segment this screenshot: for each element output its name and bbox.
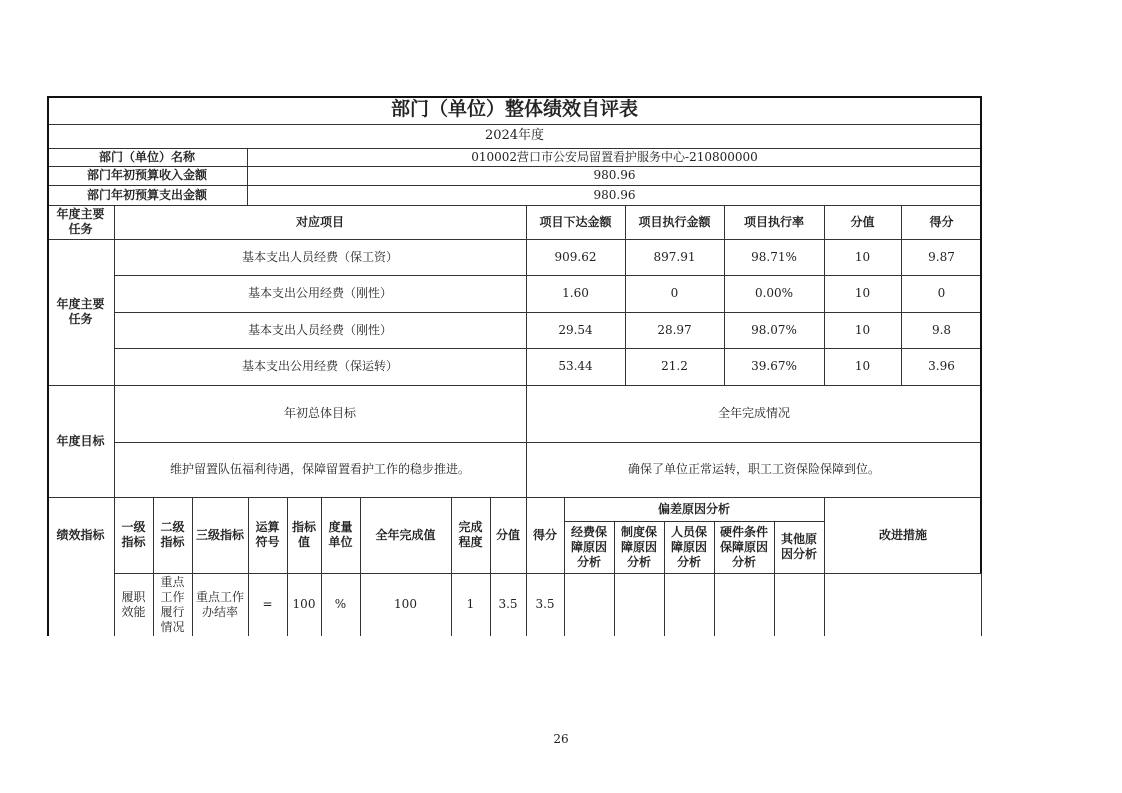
column-divider xyxy=(526,205,527,385)
indicator-score-header: 得分 xyxy=(532,527,557,542)
task-rate: 98.07% xyxy=(751,322,797,337)
column-divider xyxy=(526,497,527,636)
column-divider xyxy=(192,497,193,636)
row-divider xyxy=(47,185,982,186)
column-divider xyxy=(287,497,288,636)
score-value-header: 分值 xyxy=(850,214,875,229)
task-score-value: 10 xyxy=(854,286,871,300)
row-divider xyxy=(47,497,982,498)
indicator-score-value: 3.5 xyxy=(498,597,518,611)
row-divider xyxy=(47,239,982,240)
year-label: 2024年度 xyxy=(484,127,545,143)
task-row-label: 年度主要任务 xyxy=(56,297,105,326)
column-divider xyxy=(664,521,665,636)
performance-table xyxy=(47,96,982,636)
initial-goal-text: 维护留置队伍福利待遇，保障留置看护工作的稳步推进。 xyxy=(169,462,470,476)
task-score: 9.87 xyxy=(928,249,955,264)
page-title: 部门（单位）整体绩效自评表 xyxy=(390,98,638,121)
indicator-unit: % xyxy=(334,597,347,611)
column-divider xyxy=(247,148,248,205)
table-border xyxy=(980,96,982,573)
row-divider xyxy=(47,124,982,125)
column-divider xyxy=(114,205,115,636)
goals-label: 年度目标 xyxy=(56,433,105,448)
column-divider xyxy=(614,521,615,636)
task-score: 9.8 xyxy=(931,322,952,337)
item-header: 对应项目 xyxy=(295,214,344,229)
expense-value: 980.96 xyxy=(593,187,636,202)
level3-header: 三级指标 xyxy=(195,527,244,542)
other-header: 其他原因分析 xyxy=(780,532,817,561)
row-divider xyxy=(47,205,982,206)
indicator-level3: 重点工作办结率 xyxy=(195,589,244,619)
unit-header: 度量单位 xyxy=(328,520,353,549)
task-allocated: 29.54 xyxy=(558,322,593,337)
row-divider xyxy=(564,521,824,522)
task-allocated: 1.60 xyxy=(562,286,589,300)
row-divider xyxy=(47,148,982,149)
column-divider xyxy=(360,497,361,636)
table-border xyxy=(47,96,982,98)
completion-text: 确保了单位正常运转，职工工资保险保障到位。 xyxy=(627,462,880,476)
task-allocated: 53.44 xyxy=(558,359,593,373)
indicator-score-value-header: 分值 xyxy=(495,527,520,542)
column-divider xyxy=(901,205,902,385)
task-executed: 21.2 xyxy=(661,359,688,373)
column-divider xyxy=(724,205,725,385)
task-score-value: 10 xyxy=(854,322,871,337)
operator-header: 运算符号 xyxy=(255,520,280,549)
level1-header: 一级指标 xyxy=(121,520,146,549)
score-header: 得分 xyxy=(929,214,954,229)
completion-degree-header: 完成程度 xyxy=(458,520,483,549)
column-divider xyxy=(564,497,565,636)
personnel-header: 人员保障原因分析 xyxy=(670,524,707,569)
improve-header: 改进措施 xyxy=(878,527,927,542)
allocated-header: 项目下达金额 xyxy=(539,214,612,229)
task-rate: 39.67% xyxy=(751,359,797,373)
column-divider xyxy=(248,497,249,636)
income-value: 980.96 xyxy=(593,168,636,182)
column-divider xyxy=(774,521,775,636)
indicator-completion: 1 xyxy=(466,597,475,611)
completion-header: 全年完成情况 xyxy=(717,406,790,420)
income-label: 部门年初预算收入金额 xyxy=(86,168,207,182)
level2-header: 二级指标 xyxy=(160,520,185,549)
task-score-value: 10 xyxy=(854,359,871,373)
executed-header: 项目执行金额 xyxy=(638,214,711,229)
funding-header: 经费保障原因分析 xyxy=(570,524,607,569)
actual-header: 全年完成值 xyxy=(375,527,436,542)
task-score: 0 xyxy=(937,286,946,300)
column-divider xyxy=(490,497,491,636)
row-divider xyxy=(114,275,982,276)
task-executed: 0 xyxy=(670,286,679,300)
row-divider xyxy=(114,348,982,349)
task-executed: 897.91 xyxy=(653,249,696,264)
indicator-level2: 重点工作履行情况 xyxy=(160,574,185,634)
task-header: 年度主要任务 xyxy=(56,207,105,236)
table-border xyxy=(47,96,49,636)
row-divider xyxy=(47,166,982,167)
task-item: 基本支出公用经费（保运转） xyxy=(241,359,398,373)
deviation-header: 偏差原因分析 xyxy=(657,501,730,516)
task-executed: 28.97 xyxy=(657,322,692,337)
task-score-value: 10 xyxy=(854,249,871,264)
task-item: 基本支出人员经费（保工资） xyxy=(241,249,398,264)
indicators-label: 绩效指标 xyxy=(56,527,105,542)
column-divider xyxy=(526,385,527,497)
column-divider xyxy=(451,497,452,636)
row-divider xyxy=(114,442,982,443)
dept-name-value: 010002营口市公安局留置看护服务中心-210800000 xyxy=(471,149,758,164)
column-divider xyxy=(153,497,154,636)
column-divider xyxy=(981,573,982,636)
row-divider xyxy=(47,385,982,386)
task-rate: 0.00% xyxy=(754,286,794,300)
indicator-target: 100 xyxy=(292,597,316,611)
column-divider xyxy=(824,205,825,385)
column-divider xyxy=(321,497,322,636)
task-item: 基本支出人员经费（刚性） xyxy=(247,322,392,337)
system-header: 制度保障原因分析 xyxy=(620,524,657,569)
task-item: 基本支出公用经费（刚性） xyxy=(247,286,392,300)
row-divider xyxy=(114,573,982,574)
task-score: 3.96 xyxy=(928,359,955,373)
rate-header: 项目执行率 xyxy=(743,214,804,229)
dept-name-label: 部门（单位）名称 xyxy=(98,149,195,164)
column-divider xyxy=(824,497,825,636)
column-divider xyxy=(625,205,626,385)
indicator-level1: 履职效能 xyxy=(121,589,146,619)
column-divider xyxy=(714,521,715,636)
row-divider xyxy=(114,312,982,313)
indicator-operator: = xyxy=(262,597,273,611)
expense-label: 部门年初预算支出金额 xyxy=(86,187,207,202)
hardware-header: 硬件条件保障原因分析 xyxy=(719,524,768,569)
indicator-score: 3.5 xyxy=(535,597,555,611)
initial-goal-header: 年初总体目标 xyxy=(283,406,356,420)
page-number: 26 xyxy=(553,732,569,746)
task-allocated: 909.62 xyxy=(554,249,597,264)
target-header: 指标值 xyxy=(291,520,316,549)
indicator-actual: 100 xyxy=(394,597,417,611)
task-rate: 98.71% xyxy=(751,249,797,264)
